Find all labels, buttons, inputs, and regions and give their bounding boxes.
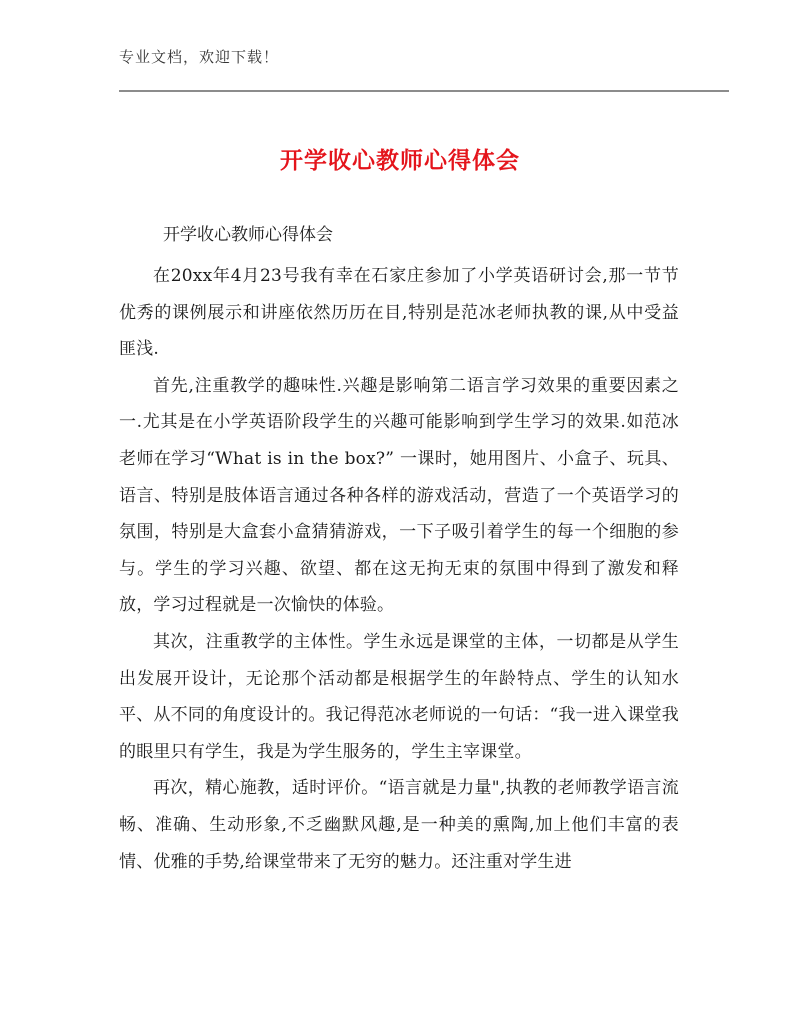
paragraph: 再次，精心施教，适时评价。“语言就是力量",执教的老师教学语言流畅、准确、生动形象,不乏幽默风趣,是一种美的熏陶,加上他们丰富的表情、优雅的手势,给课堂带来了无穷的魅力。还注重对学生进 [119,778,679,872]
document-title: 开学收心教师心得体会 [280,148,520,174]
header-note: 专业文档，欢迎下载！ [119,48,280,66]
paragraph: 其次，注重教学的主体性。学生永远是课堂的主体，一切都是从学生出发展开设计，无论那个活动都是根据学生的年龄特点、学生的认知水平、从不同的角度设计的。我记得范冰老师说的一句话：“我一进入课堂我的眼里只有学生，我是为学生服务的，学生主宰课堂。 [119,631,679,762]
header-divider [119,90,729,92]
document-body [119,258,679,880]
document-subtitle: 开学收心教师心得体会 [163,225,333,245]
paragraph: 首先,注重教学的趣味性.兴趣是影响第二语言学习效果的重要因素之一.尤其是在小学英语阶段学生的兴趣可能影响到学生学习的效果.如范冰老师在学习“What is in the box?” 一课时，她用图片、小盒子、玩具、语言、特别是肢体语言通过各种各样的游戏活动，营造了一个英语学习的氛围，特别是大盒套小盒猜猜游戏，一下子吸引着学生的每一个细胞的参与。学生的学习兴趣、欲望、都在这无拘无束的氛围中得到了激发和释放，学习过程就是一次愉快的体验。 [119,375,679,616]
paragraph: 在20xx年4月23号我有幸在石家庄参加了小学英语研讨会,那一节节优秀的课例展示和讲座依然历历在目,特别是范冰老师执教的课,从中受益匪浅. [119,266,679,360]
